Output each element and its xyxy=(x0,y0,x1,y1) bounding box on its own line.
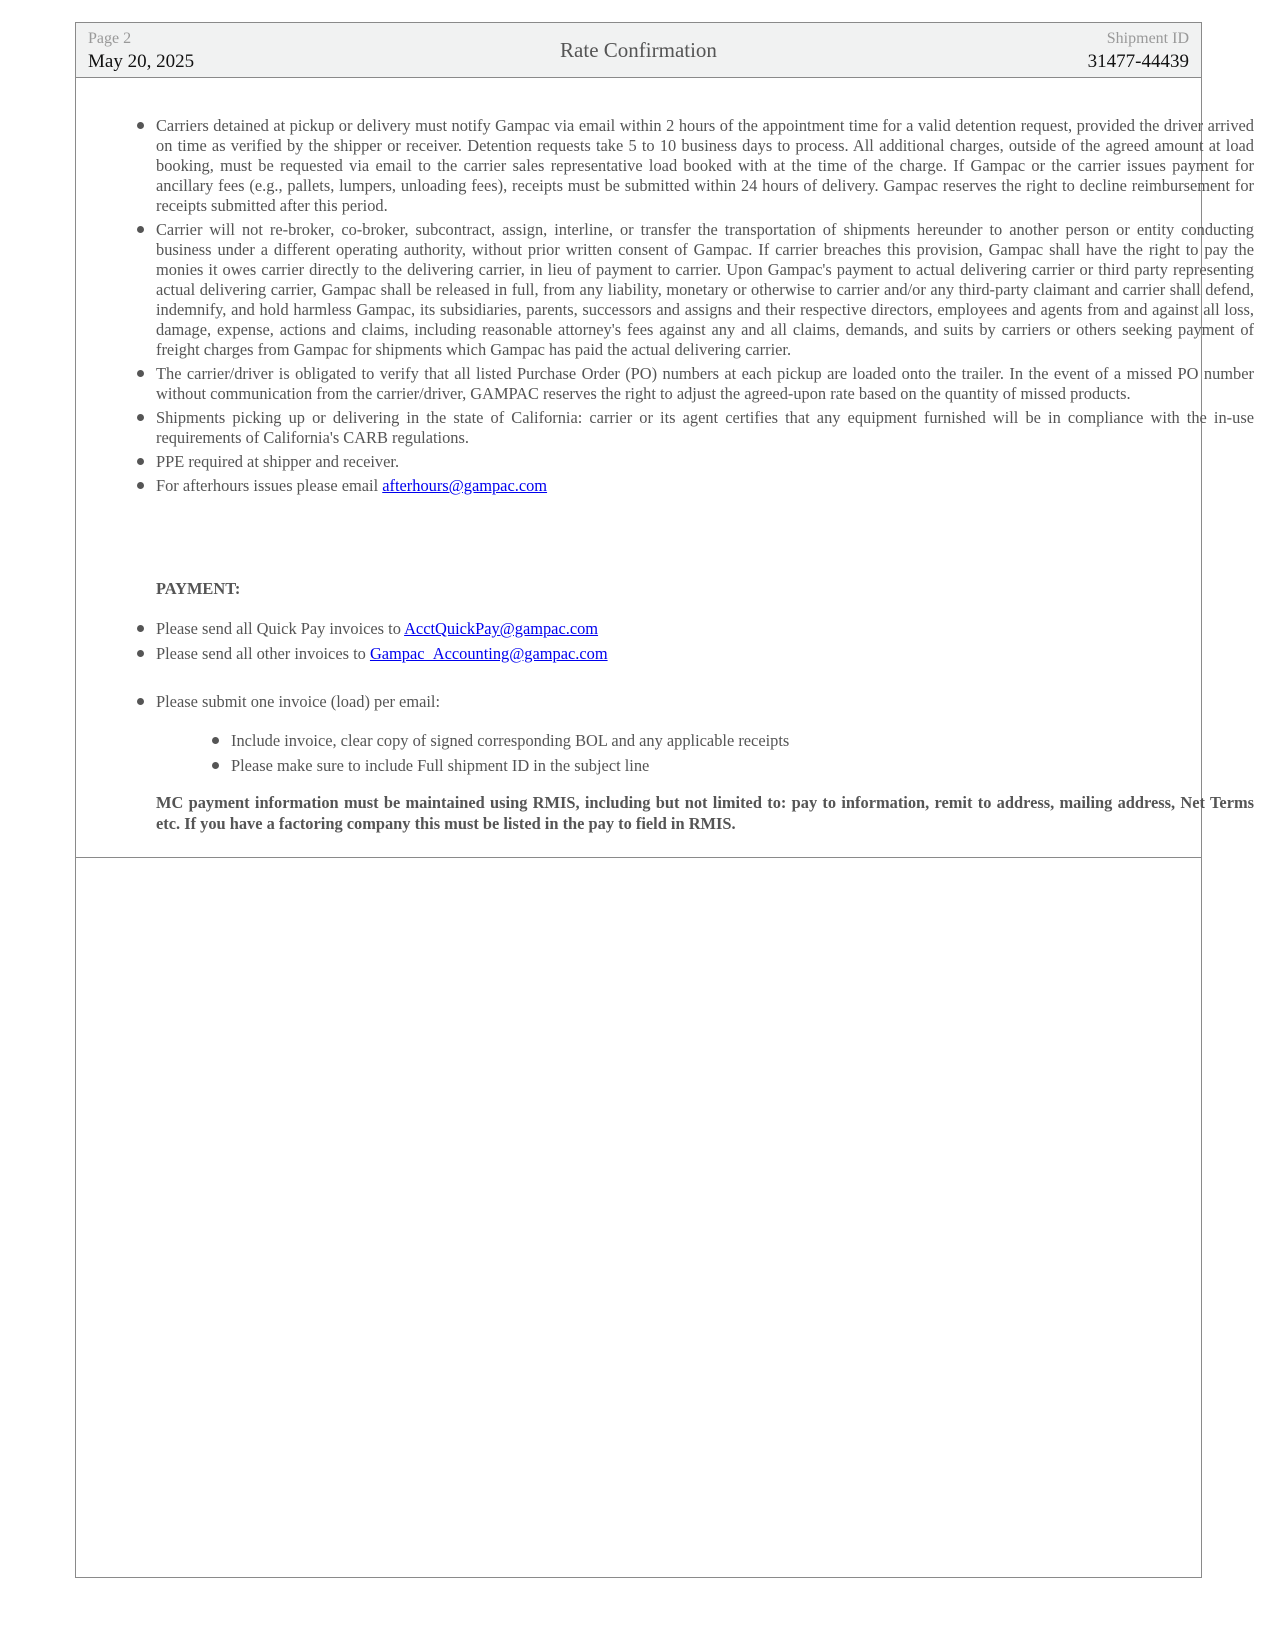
terms-section xyxy=(76,78,1254,858)
quick-pay-email-link[interactable]: AcctQuickPay@gampac.com xyxy=(404,619,599,638)
term-california-carb: Shipments picking up or delivering in the state of California: carrier or its agent certifies that any equipment furnished will be in compliance with the in-use requirements of California's CARB regulations. xyxy=(156,408,1254,447)
page-number: Page 2 xyxy=(88,30,132,47)
document-title: Rate Confirmation xyxy=(560,38,717,62)
other-invoices-text: Please send all other invoices to xyxy=(156,644,370,663)
afterhours-text: For afterhours issues please email xyxy=(156,476,383,495)
quick-pay-item xyxy=(156,619,1254,639)
terms-list xyxy=(156,116,1254,500)
shipment-id-value: 31477-44439 xyxy=(1087,51,1189,72)
term-ppe: PPE required at shipper and receiver. xyxy=(156,452,1254,472)
invoice-requirement-item: Please make sure to include Full shipment ID in the subject line xyxy=(231,756,1231,776)
payment-list xyxy=(156,619,1254,669)
term-po-verification: The carrier/driver is obligated to verify that all listed Purchase Order (PO) numbers at each pickup are loaded onto the trailer. In the event of a missed PO number without communication from the carrier/driver, GAMPAC reserves the right to adjust the agreed-upon rate based on the quantity of missed products. xyxy=(156,364,1254,403)
term-afterhours xyxy=(156,476,1254,496)
term-rebroker: Carrier will not re-broker, co-broker, subcontract, assign, interline, or transfer the transportation of shipments hereunder to another person or entity conducting business under a different operating authority, without prior written consent of Gampac. If carrier breaches this provision, Gampac shall have the right to pay the monies it owes carrier directly to the delivering carrier, in lieu of payment to carrier. Upon Gampac's payment to actual delivering carrier or third party representing actual delivering carrier, Gampac shall be released in full, from any liability, monetary or otherwise to carrier and/or any third-party claimant and carrier shall defend, indemnify, and hold harmless Gampac, its subsidiaries, parents, successors and assigns and their respective directors, employees and agents from and against all loss, damage, expense, actions and claims, including reasonable attorney's fees against any and all claims, demands, and suits by carriers or others seeking payment of freight charges from Gampac for shipments which Gampac has paid the actual delivering carrier. xyxy=(156,220,1254,359)
page-header xyxy=(76,23,1201,78)
invoice-per-email-item: Please submit one invoice (load) per email: xyxy=(156,692,1254,712)
invoice-per-email-list xyxy=(156,692,1254,712)
page-frame xyxy=(75,22,1254,1578)
afterhours-email-link[interactable]: afterhours@gampac.com xyxy=(382,476,548,495)
other-invoices-item xyxy=(156,644,1254,664)
invoice-requirement-item: Include invoice, clear copy of signed corresponding BOL and any applicable receipts xyxy=(231,731,1231,751)
term-detention: Carriers detained at pickup or delivery must notify Gampac via email within 2 hours of the appointment time for a valid detention request, provided the driver arrived on time as verified by the shipper or receiver. Detention requests take 5 to 10 business days to process. All additional charges, outside of the agreed amount at load booking, must be requested via email to the carrier sales representative load booked with at the time of the charge. If Gampac or the carrier issues payment for ancillary fees (e.g., pallets, lumpers, unloading fees), receipts must be submitted within 24 hours of delivery. Gampac reserves the right to decline reimbursement for receipts submitted after this period. xyxy=(156,116,1254,215)
invoice-requirements-list xyxy=(231,731,1231,781)
quick-pay-text: Please send all Quick Pay invoices to xyxy=(156,619,405,638)
shipment-id-label: Shipment ID xyxy=(1106,30,1189,47)
payment-heading: PAYMENT: xyxy=(156,579,241,598)
mc-payment-note: MC payment information must be maintained using RMIS, including but not limited to: pay to information, remit to address, mailing address, Net Terms etc. If you have a factoring company this must be listed in the pay to field in RMIS. xyxy=(156,793,1254,833)
document-date: May 20, 2025 xyxy=(88,51,195,72)
accounting-email-link[interactable]: Gampac_Accounting@gampac.com xyxy=(369,644,608,663)
